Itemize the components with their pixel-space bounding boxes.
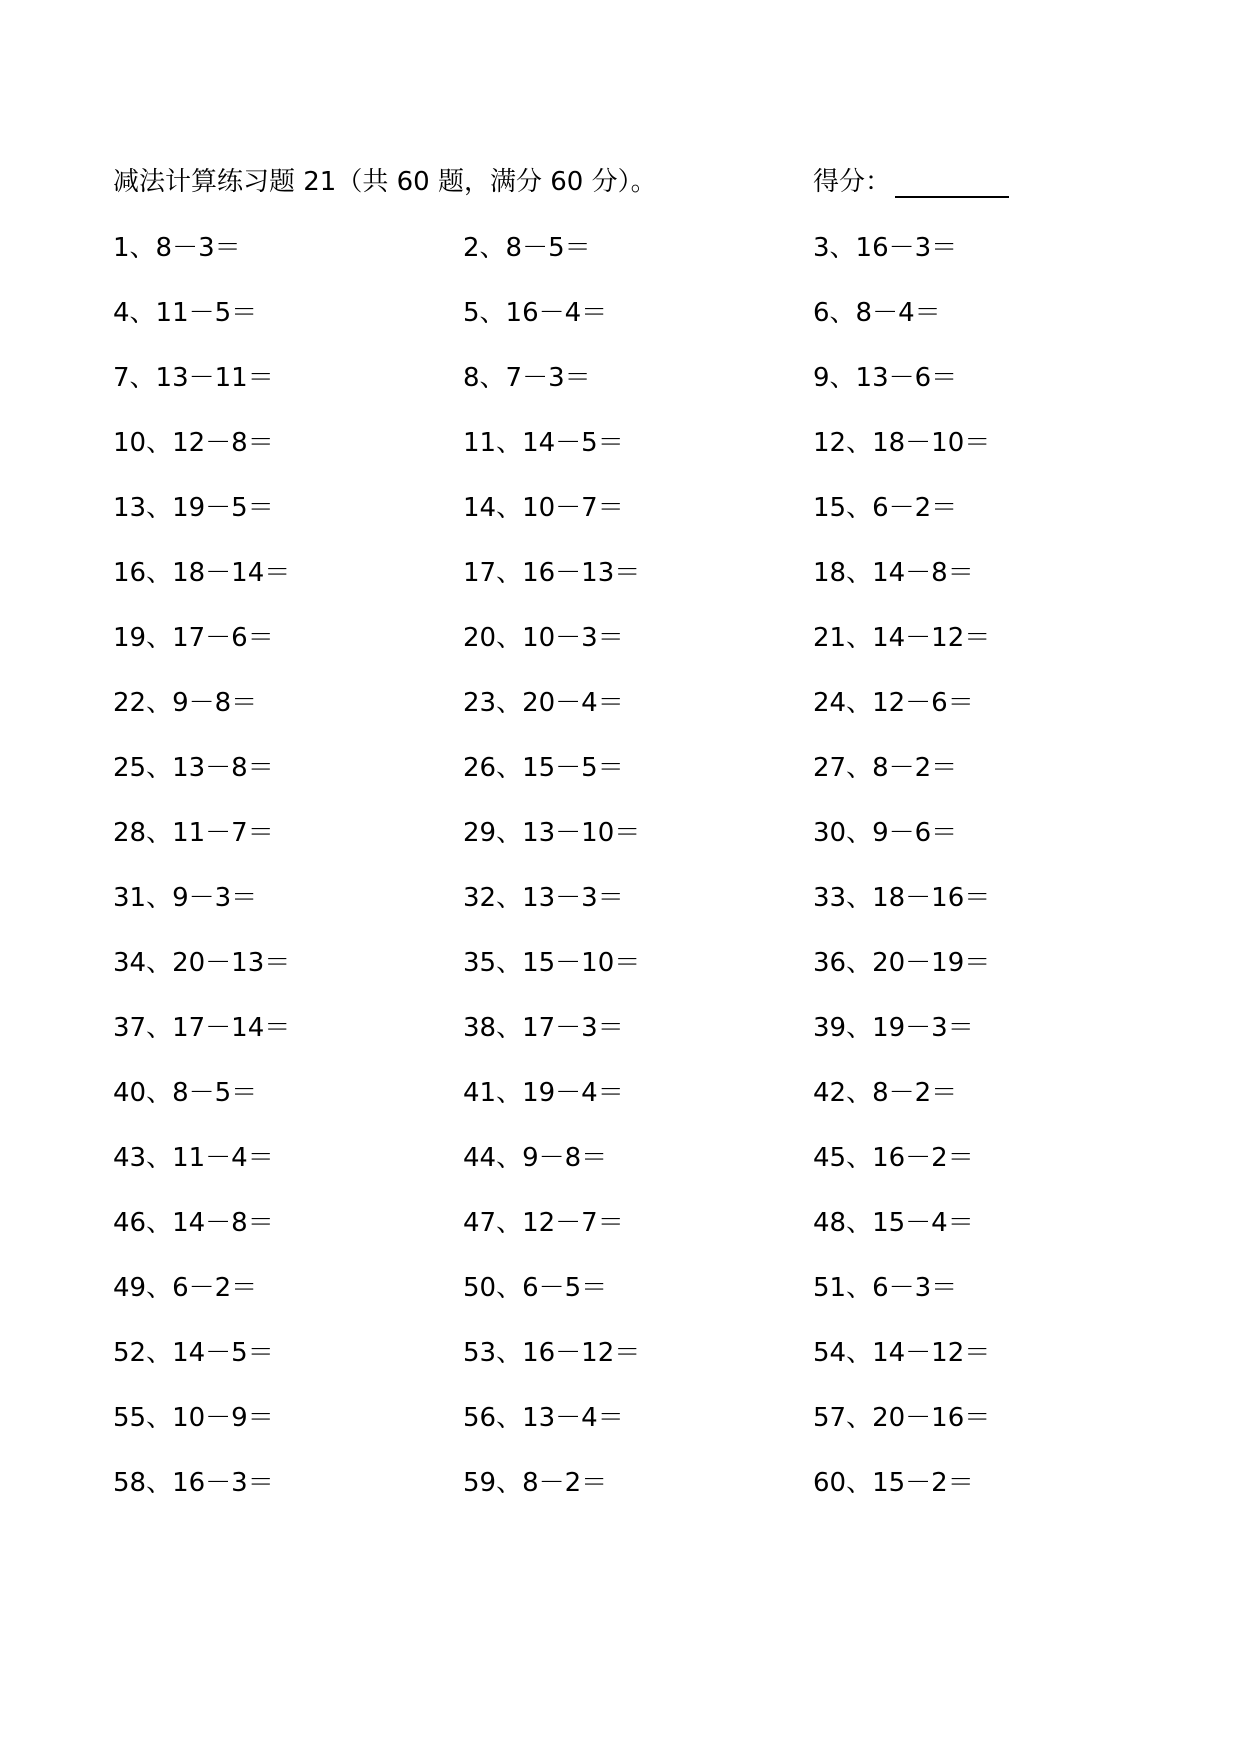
problem-item: 31、9－3＝ <box>113 883 258 913</box>
problem-item: 51、6－3＝ <box>813 1273 958 1303</box>
problem-item: 46、14－8＝ <box>113 1208 274 1238</box>
problem-item: 9、13－6＝ <box>813 363 958 393</box>
problem-item: 53、16－12＝ <box>463 1338 641 1368</box>
problem-item: 12、18－10＝ <box>813 428 991 458</box>
problem-item: 3、16－3＝ <box>813 233 958 263</box>
problem-item: 45、16－2＝ <box>813 1143 974 1173</box>
problem-item: 19、17－6＝ <box>113 623 274 653</box>
problem-item: 47、12－7＝ <box>463 1208 624 1238</box>
problem-item: 26、15－5＝ <box>463 753 624 783</box>
worksheet-title: 减法计算练习题 21（共 60 题，满分 60 分）。 <box>113 167 657 197</box>
problem-item: 49、6－2＝ <box>113 1273 258 1303</box>
problem-item: 16、18－14＝ <box>113 558 291 588</box>
problem-item: 14、10－7＝ <box>463 493 624 523</box>
problem-item: 24、12－6＝ <box>813 688 974 718</box>
problem-item: 52、14－5＝ <box>113 1338 274 1368</box>
problem-item: 43、11－4＝ <box>113 1143 274 1173</box>
problem-item: 37、17－14＝ <box>113 1013 291 1043</box>
problem-item: 39、19－3＝ <box>813 1013 974 1043</box>
problem-item: 32、13－3＝ <box>463 883 624 913</box>
problem-item: 1、8－3＝ <box>113 233 241 263</box>
problem-item: 36、20－19＝ <box>813 948 991 978</box>
problem-item: 18、14－8＝ <box>813 558 974 588</box>
problem-item: 20、10－3＝ <box>463 623 624 653</box>
problem-item: 22、9－8＝ <box>113 688 258 718</box>
problem-item: 7、13－11＝ <box>113 363 274 393</box>
problem-item: 10、12－8＝ <box>113 428 274 458</box>
problem-item: 29、13－10＝ <box>463 818 641 848</box>
problem-item: 23、20－4＝ <box>463 688 624 718</box>
problem-item: 25、13－8＝ <box>113 753 274 783</box>
problem-item: 15、6－2＝ <box>813 493 958 523</box>
problem-item: 34、20－13＝ <box>113 948 291 978</box>
problem-item: 40、8－5＝ <box>113 1078 258 1108</box>
problem-item: 59、8－2＝ <box>463 1468 608 1498</box>
problem-item: 30、9－6＝ <box>813 818 958 848</box>
problem-item: 6、8－4＝ <box>813 298 941 328</box>
score-blank[interactable] <box>895 170 1009 198</box>
problem-item: 11、14－5＝ <box>463 428 624 458</box>
problem-item: 13、19－5＝ <box>113 493 274 523</box>
problem-item: 21、14－12＝ <box>813 623 991 653</box>
problem-item: 54、14－12＝ <box>813 1338 991 1368</box>
problem-item: 55、10－9＝ <box>113 1403 274 1433</box>
problem-item: 27、8－2＝ <box>813 753 958 783</box>
problem-item: 35、15－10＝ <box>463 948 641 978</box>
problem-item: 50、6－5＝ <box>463 1273 608 1303</box>
problem-item: 58、16－3＝ <box>113 1468 274 1498</box>
score-label: 得分： <box>813 167 892 197</box>
worksheet-header <box>113 160 1133 204</box>
problem-item: 41、19－4＝ <box>463 1078 624 1108</box>
problem-grid <box>113 226 1163 1526</box>
problem-item: 57、20－16＝ <box>813 1403 991 1433</box>
problem-item: 28、11－7＝ <box>113 818 274 848</box>
problem-item: 33、18－16＝ <box>813 883 991 913</box>
problem-item: 38、17－3＝ <box>463 1013 624 1043</box>
problem-item: 60、15－2＝ <box>813 1468 974 1498</box>
score-area <box>813 160 1009 204</box>
problem-item: 48、15－4＝ <box>813 1208 974 1238</box>
problem-item: 44、9－8＝ <box>463 1143 608 1173</box>
problem-item: 2、8－5＝ <box>463 233 591 263</box>
problem-item: 8、7－3＝ <box>463 363 591 393</box>
problem-item: 5、16－4＝ <box>463 298 608 328</box>
problem-item: 56、13－4＝ <box>463 1403 624 1433</box>
problem-item: 4、11－5＝ <box>113 298 258 328</box>
problem-item: 42、8－2＝ <box>813 1078 958 1108</box>
problem-item: 17、16－13＝ <box>463 558 641 588</box>
